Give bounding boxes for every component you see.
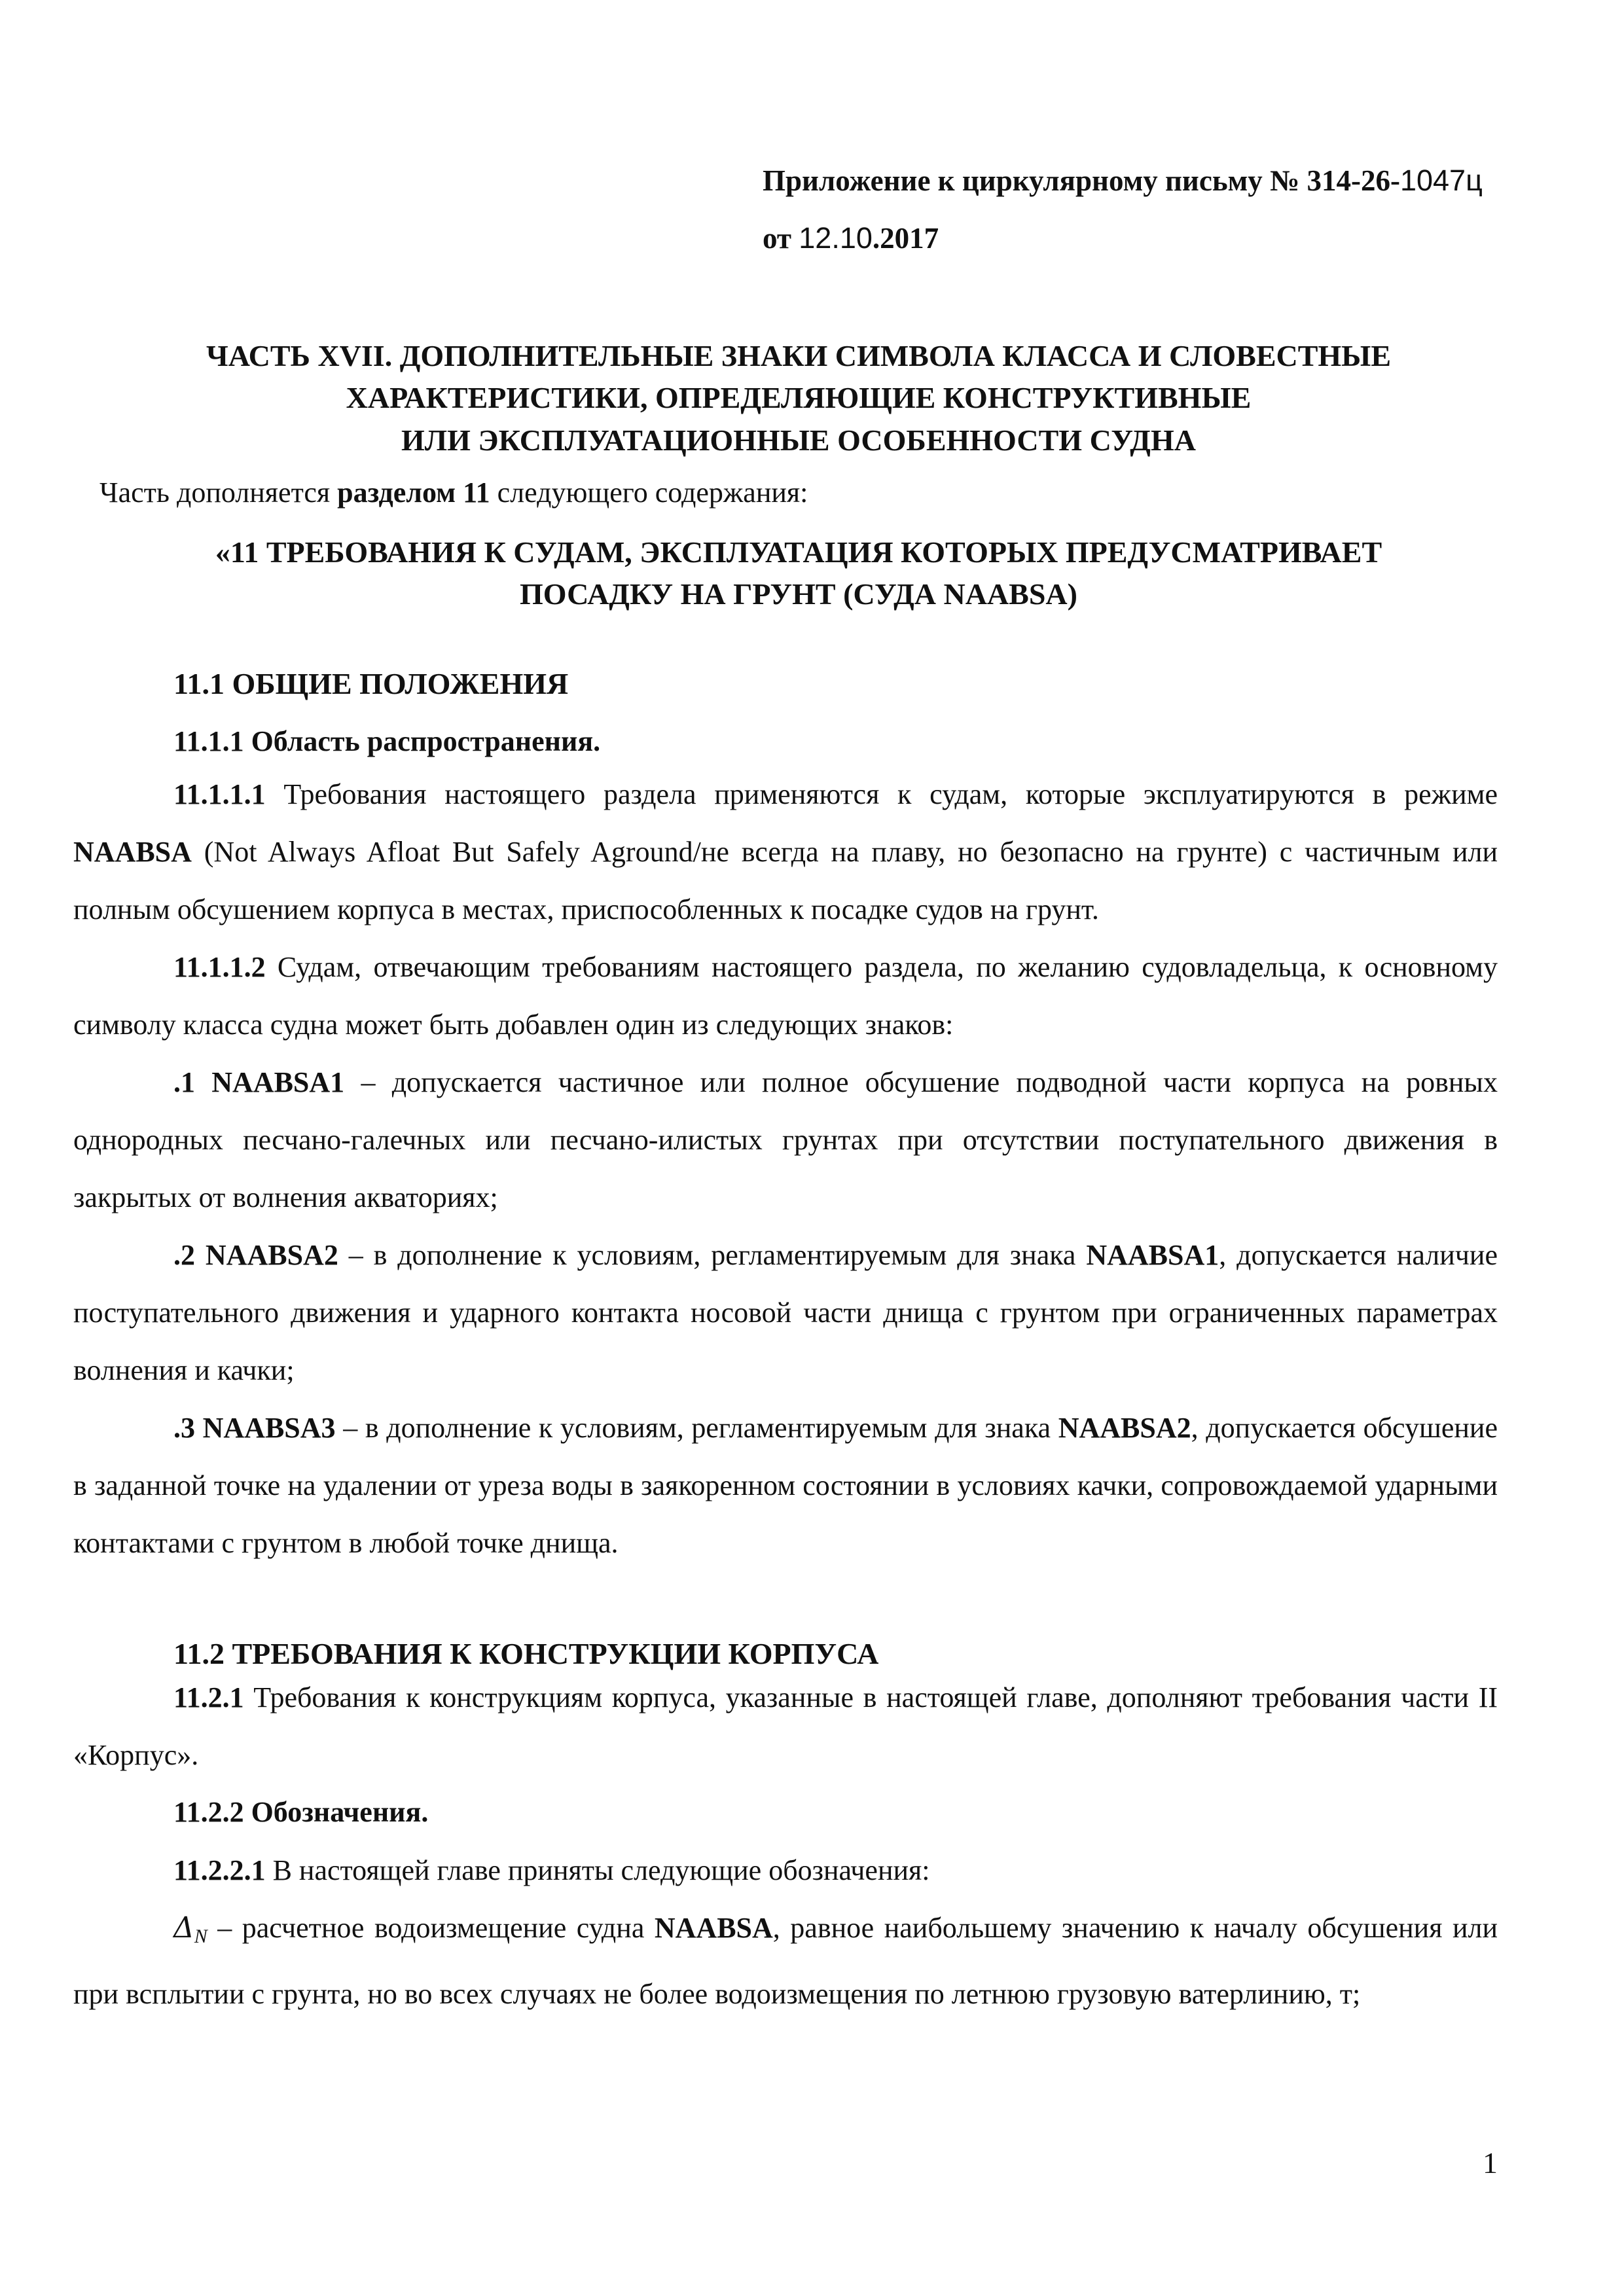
term-naabsa2: NAABSA2 — [1058, 1412, 1191, 1444]
paragraph-number: 11.1.1.1 — [173, 778, 266, 810]
paragraph-text: Требования к конструкциям корпуса, указанные в настоящей главе, дополняют требования части II «Корпус». — [73, 1681, 1498, 1771]
item-naabsa3 — [73, 1399, 1498, 1572]
heading-11-1: 11.1 ОБЩИЕ ПОЛОЖЕНИЯ — [173, 667, 569, 700]
definition-text: – расчетное водоизмещение судна — [207, 1912, 655, 1944]
item-text: – в дополнение к условиям, регламентируемым для знака — [338, 1239, 1087, 1271]
paragraph-text: В настоящей главе приняты следующие обозначения: — [265, 1854, 930, 1886]
definition-delta-n — [73, 1899, 1498, 2023]
term-naabsa: NAABSA — [73, 836, 192, 868]
paragraph-11-1-1-2 — [73, 939, 1498, 1054]
paragraph-11-1-1-1 — [73, 766, 1498, 939]
paragraph-text: Судам, отвечающим требованиям настоящего раздела, по желанию судовладельца, к основному символу класса судна может быть добавлен один из следующих знаков: — [73, 951, 1498, 1041]
paragraph-number: 11.2.2.1 — [173, 1854, 266, 1886]
item-naabsa2 — [73, 1227, 1498, 1399]
heading-11-2: 11.2 ТРЕБОВАНИЯ К КОНСТРУКЦИИ КОРПУСА — [173, 1637, 879, 1670]
item-text: , допускается наличие поступательного движения и ударного контакта носовой части днища с грунтом при ограниченных параметрах волнения и качки; — [73, 1239, 1498, 1386]
item-text: , допускается обсушение в заданной точке на удалении от уреза воды в заякоренном состоянии в условиях качки, сопровождаемой ударными контактами с грунтом в любой точке днища. — [73, 1412, 1498, 1559]
appendix-header-text: Приложение к циркулярному письму № 314-26- — [763, 164, 1400, 197]
definition-text: , равное наибольшему значению к началу обсушения или при всплытии с грунта, но во всех случаях не более водоизмещения по летнюю грузовую ватерлинию, т; — [73, 1912, 1498, 2010]
item-label: .2 NAABSA2 — [173, 1239, 338, 1271]
intro-line — [99, 470, 808, 516]
term-naabsa1: NAABSA1 — [1086, 1239, 1219, 1271]
delta-symbol: Δ — [173, 1911, 194, 1945]
item-naabsa1 — [73, 1054, 1498, 1227]
item-label: .1 NAABSA1 — [173, 1066, 345, 1098]
delta-subscript: N — [194, 1926, 208, 1947]
date-year: .2017 — [872, 222, 939, 255]
part-title-line-1: ЧАСТЬ XVII. ДОПОЛНИТЕЛЬНЫЕ ЗНАКИ СИМВОЛА КЛАССА И СЛОВЕСТНЫЕ — [206, 339, 1392, 372]
part-title-line-2: ХАРАКТЕРИСТИКИ, ОПРЕДЕЛЯЮЩИЕ КОНСТРУКТИВНЫЕ — [346, 381, 1252, 415]
paragraph-11-2-2-1 — [73, 1842, 1498, 1899]
date-day-month: 12.10 — [799, 221, 873, 255]
section-title-line-1: «11 ТРЕБОВАНИЯ К СУДАМ, ЭКСПЛУАТАЦИЯ КОТОРЫХ ПРЕДУСМАТРИВАЕТ — [215, 535, 1382, 569]
heading-11-2-2: 11.2.2 Обозначения. — [173, 1796, 429, 1828]
heading-11-1-1: 11.1.1 Область распространения. — [173, 725, 601, 757]
paragraph-text: Требования настоящего раздела применяются к судам, которые эксплуатируются в режиме — [265, 778, 1498, 810]
part-title — [72, 335, 1525, 461]
intro-text: Часть дополняется — [99, 476, 338, 509]
appendix-header — [763, 157, 1483, 204]
item-text: – в дополнение к условиям, регламентируемым для знака — [335, 1412, 1058, 1444]
page-number: 1 — [1483, 2146, 1498, 2179]
date-prefix: от — [763, 222, 799, 255]
section-title — [72, 531, 1525, 616]
appendix-date — [763, 215, 939, 262]
term-naabsa: NAABSA — [654, 1912, 773, 1944]
part-title-line-3: ИЛИ ЭКСПЛУАТАЦИОННЫЕ ОСОБЕННОСТИ СУДНА — [401, 423, 1196, 457]
item-text: – допускается частичное или полное обсушение подводной части корпуса на ровных однородных песчано-галечных или песчано-илистых грунтах при отсутствии поступательного движения в закрытых от волнения акваториях; — [73, 1066, 1498, 1213]
paragraph-number: 11.1.1.2 — [173, 951, 266, 983]
paragraph-number: 11.2.1 — [173, 1681, 244, 1713]
intro-bold: разделом 11 — [337, 476, 490, 509]
paragraph-11-2-1 — [73, 1669, 1498, 1784]
paragraph-text: (Not Always Afloat But Safely Aground/не всегда на плаву, но безопасно на грунте) с частичным или полным обсушением корпуса в местах, приспособленных к посадке судов на грунт. — [73, 836, 1498, 925]
letter-number: 1047ц — [1399, 164, 1483, 197]
item-label: .3 NAABSA3 — [173, 1412, 336, 1444]
intro-text-end: следующего содержания: — [490, 476, 808, 509]
section-title-line-2: ПОСАДКУ НА ГРУНТ (СУДА NAABSA) — [520, 577, 1077, 611]
